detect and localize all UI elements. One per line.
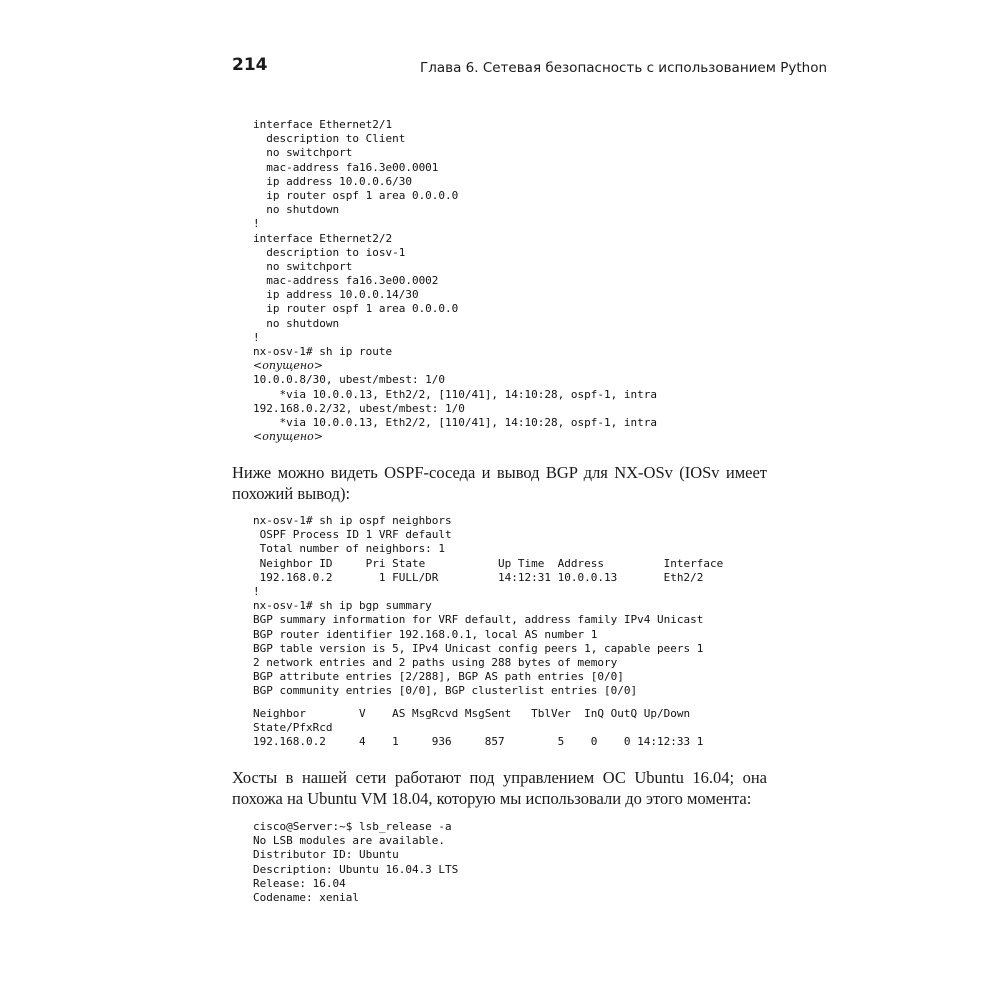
code-line: !	[253, 584, 260, 598]
code-line: ip address 10.0.0.6/30	[253, 174, 412, 188]
code-line: BGP community entries [0/0], BGP clusterlist entries [0/0]	[253, 684, 638, 698]
code-line: nx-osv-1# sh ip route	[253, 345, 393, 358]
code-line: Neighbor V AS MsgRcvd MsgSent TblVer InQ OutQ Up/Down	[253, 707, 691, 720]
code-line: !	[253, 330, 260, 344]
paragraph-ubuntu-hosts: Хосты в нашей сети работают под управлением ОС Ubuntu 16.04; она похожа на Ubuntu VM 18.04, которую мы использовали до этого момента:	[232, 768, 767, 808]
code-line: ip router ospf 1 area 0.0.0.0	[253, 302, 459, 316]
code-line: Neighbor ID Pri State Up Time Address Interface	[253, 556, 724, 570]
code-line: interface Ethernet2/2	[253, 231, 393, 245]
code-line: interface Ethernet2/1	[253, 118, 393, 131]
code-block-ospf-bgp	[253, 514, 723, 698]
code-line: no switchport	[253, 259, 353, 273]
code-line: OSPF Process ID 1 VRF default	[253, 528, 452, 542]
code-line: description to iosv-1	[253, 245, 406, 259]
code-block-lsb-release	[253, 820, 458, 905]
code-line: Distributor ID: Ubuntu	[253, 848, 399, 862]
code-line: 2 network entries and 2 paths using 288 bytes of memory	[253, 655, 618, 669]
paragraph-ospf-bgp-intro: Ниже можно видеть OSPF-соседа и вывод BGP для NX-OSv (IOSv имеет похожий вывод):	[232, 463, 767, 503]
code-line: mac-address fa16.3e00.0002	[253, 274, 439, 288]
code-line: !	[253, 217, 260, 231]
code-line: 192.168.0.2 1 FULL/DR 14:12:31 10.0.0.13 Eth2/2	[253, 570, 704, 584]
running-head: Глава 6. Сетевая безопасность с использованием Python	[420, 60, 828, 76]
code-block-bgp-neighbor-table	[253, 707, 703, 750]
code-line: Release: 16.04	[253, 876, 346, 890]
code-block-interfaces-routes	[253, 118, 657, 444]
code-line: BGP summary information for VRF default, address family IPv4 Unicast	[253, 613, 704, 627]
code-line: no shutdown	[253, 316, 340, 330]
code-line: 192.168.0.2 4 1 936 857 5 0 0 14:12:33 1	[253, 735, 704, 749]
code-line: <опущено>	[253, 359, 323, 373]
code-line: 10.0.0.8/30, ubest/mbest: 1/0	[253, 373, 446, 387]
code-line: mac-address fa16.3e00.0001	[253, 160, 439, 174]
code-line: no shutdown	[253, 203, 340, 217]
code-line: nx-osv-1# sh ip bgp summary	[253, 599, 432, 613]
code-line: ip router ospf 1 area 0.0.0.0	[253, 188, 459, 202]
code-line: ip address 10.0.0.14/30	[253, 288, 419, 302]
code-line: BGP table version is 5, IPv4 Unicast config peers 1, capable peers 1	[253, 641, 704, 655]
code-line: cisco@Server:~$ lsb_release -a	[253, 820, 452, 833]
page-number: 214	[232, 55, 268, 75]
code-line: Codename: xenial	[253, 890, 359, 904]
code-line: description to Client	[253, 132, 406, 146]
code-line: State/PfxRcd	[253, 721, 333, 735]
code-line: *via 10.0.0.13, Eth2/2, [110/41], 14:10:28, ospf-1, intra	[253, 415, 657, 429]
code-line: <опущено>	[253, 430, 323, 444]
code-line: Description: Ubuntu 16.04.3 LTS	[253, 862, 459, 876]
code-line: Total number of neighbors: 1	[253, 542, 446, 556]
code-line: No LSB modules are available.	[253, 834, 446, 848]
code-line: 192.168.0.2/32, ubest/mbest: 1/0	[253, 401, 465, 415]
code-line: nx-osv-1# sh ip ospf neighbors	[253, 514, 452, 527]
code-line: *via 10.0.0.13, Eth2/2, [110/41], 14:10:28, ospf-1, intra	[253, 387, 657, 401]
code-line: BGP attribute entries [2/288], BGP AS path entries [0/0]	[253, 670, 624, 684]
code-line: BGP router identifier 192.168.0.1, local AS number 1	[253, 627, 598, 641]
code-line: no switchport	[253, 146, 353, 160]
